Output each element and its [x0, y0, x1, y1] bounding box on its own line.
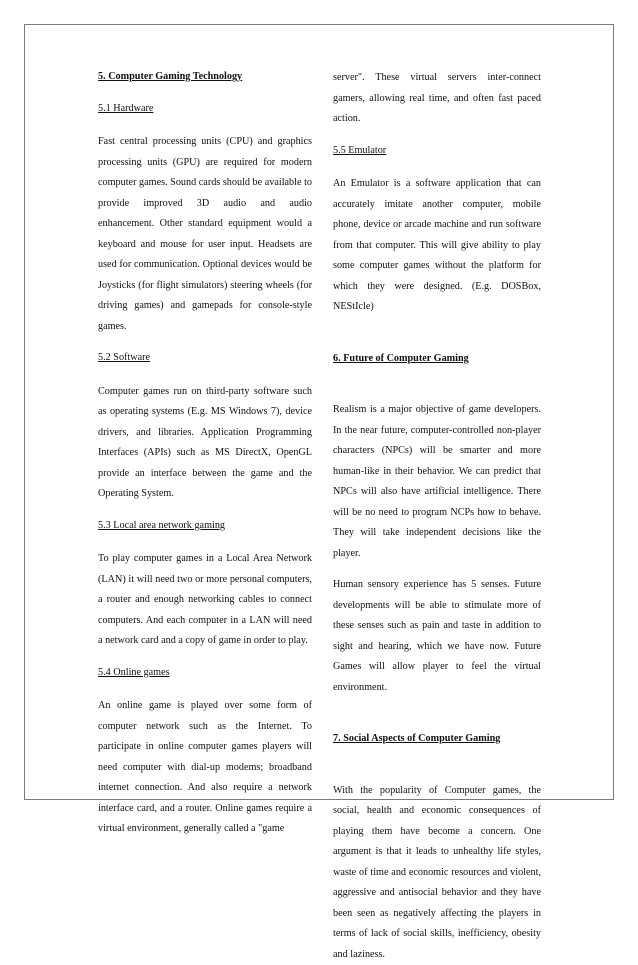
section-6-paragraph-1: Realism is a major objective of game developers. In the near future, computer-controlled non-player characters (NPCs) will be smarter and more human-like in their behavior. We can predict that NPCs will also have artificial intelligence. There will be no need to program NCPs how to behave. They will take independent decisions like the player.: [333, 400, 541, 564]
section-5-3-heading: 5.3 Local area network gaming: [98, 516, 312, 537]
section-5-1-heading: 5.1 Hardware: [98, 99, 312, 120]
section-5-4-continued: server". These virtual servers inter-connect gamers, allowing real time, and often fast paced action.: [333, 68, 541, 130]
section-5-2-text: Computer games run on third-party software such as operating systems (E.g. MS Windows 7), device drivers, and libraries. Application Programming Interfaces (APIs) such as MS DirectX, OpenGL provide an interface between the game and the Operating System.: [98, 382, 312, 505]
section-5-heading: 5. Computer Gaming Technology: [98, 67, 312, 88]
section-6-paragraph-2: Human sensory experience has 5 senses. Future developments will be able to stimulate more of these senses such as pain and taste in addition to sight and hearing, which we have now. Future Games will allow player to feel the virtual environment.: [333, 575, 541, 698]
right-column: [333, 68, 541, 965]
document-page: [24, 24, 614, 800]
section-5-5-heading: 5.5 Emulator: [333, 141, 541, 162]
section-5-1-text: Fast central processing units (CPU) and graphics processing units (GPU) are required for modern computer games. Sound cards should be available to provide improved 3D audio and audio enhancement. Other standard equipment would a keyboard and mouse for user input. Headsets are used for communication. Optional devices would be Joysticks (for flight simulators) steering wheels (for driving games) and gamepads for console-style games.: [98, 132, 312, 337]
left-column: [98, 67, 312, 840]
section-5-3-text: To play computer games in a Local Area Network (LAN) it will need two or more personal computers, a router and enough networking cables to connect computers. And each computer in a LAN will need a network card and a copy of game in order to play.: [98, 549, 312, 652]
section-6-heading: 6. Future of Computer Gaming: [333, 349, 541, 370]
section-5-5-text: An Emulator is a software application that can accurately imitate another computer, mobile phone, device or arcade machine and run software from that computer. This will give ability to play some computer games without the platform for which they were designed. (E.g. DOSBox, NEStIcle): [333, 174, 541, 318]
section-5-2-heading: 5.2 Software: [98, 348, 312, 369]
section-7-heading: 7. Social Aspects of Computer Gaming: [333, 729, 541, 750]
section-5-4-heading: 5.4 Online games: [98, 663, 312, 684]
section-7-text: With the popularity of Computer games, the social, health and economic consequences of playing them have become a concern. One argument is that it leads to unhealthy life styles, waste of time and economic resources and violent, aggressive and antisocial behavior and they have been seen as negatively affecting the players in terms of lack of social skills, inefficiency, obesity and laziness.: [333, 781, 541, 965]
section-5-4-text: An online game is played over some form of computer network such as the Internet. To participate in online computer games players will need computer with dial-up modems; broadband internet connection. And also require a network interface card, and a router. Online games require a virtual environment, generally called a "game: [98, 696, 312, 840]
